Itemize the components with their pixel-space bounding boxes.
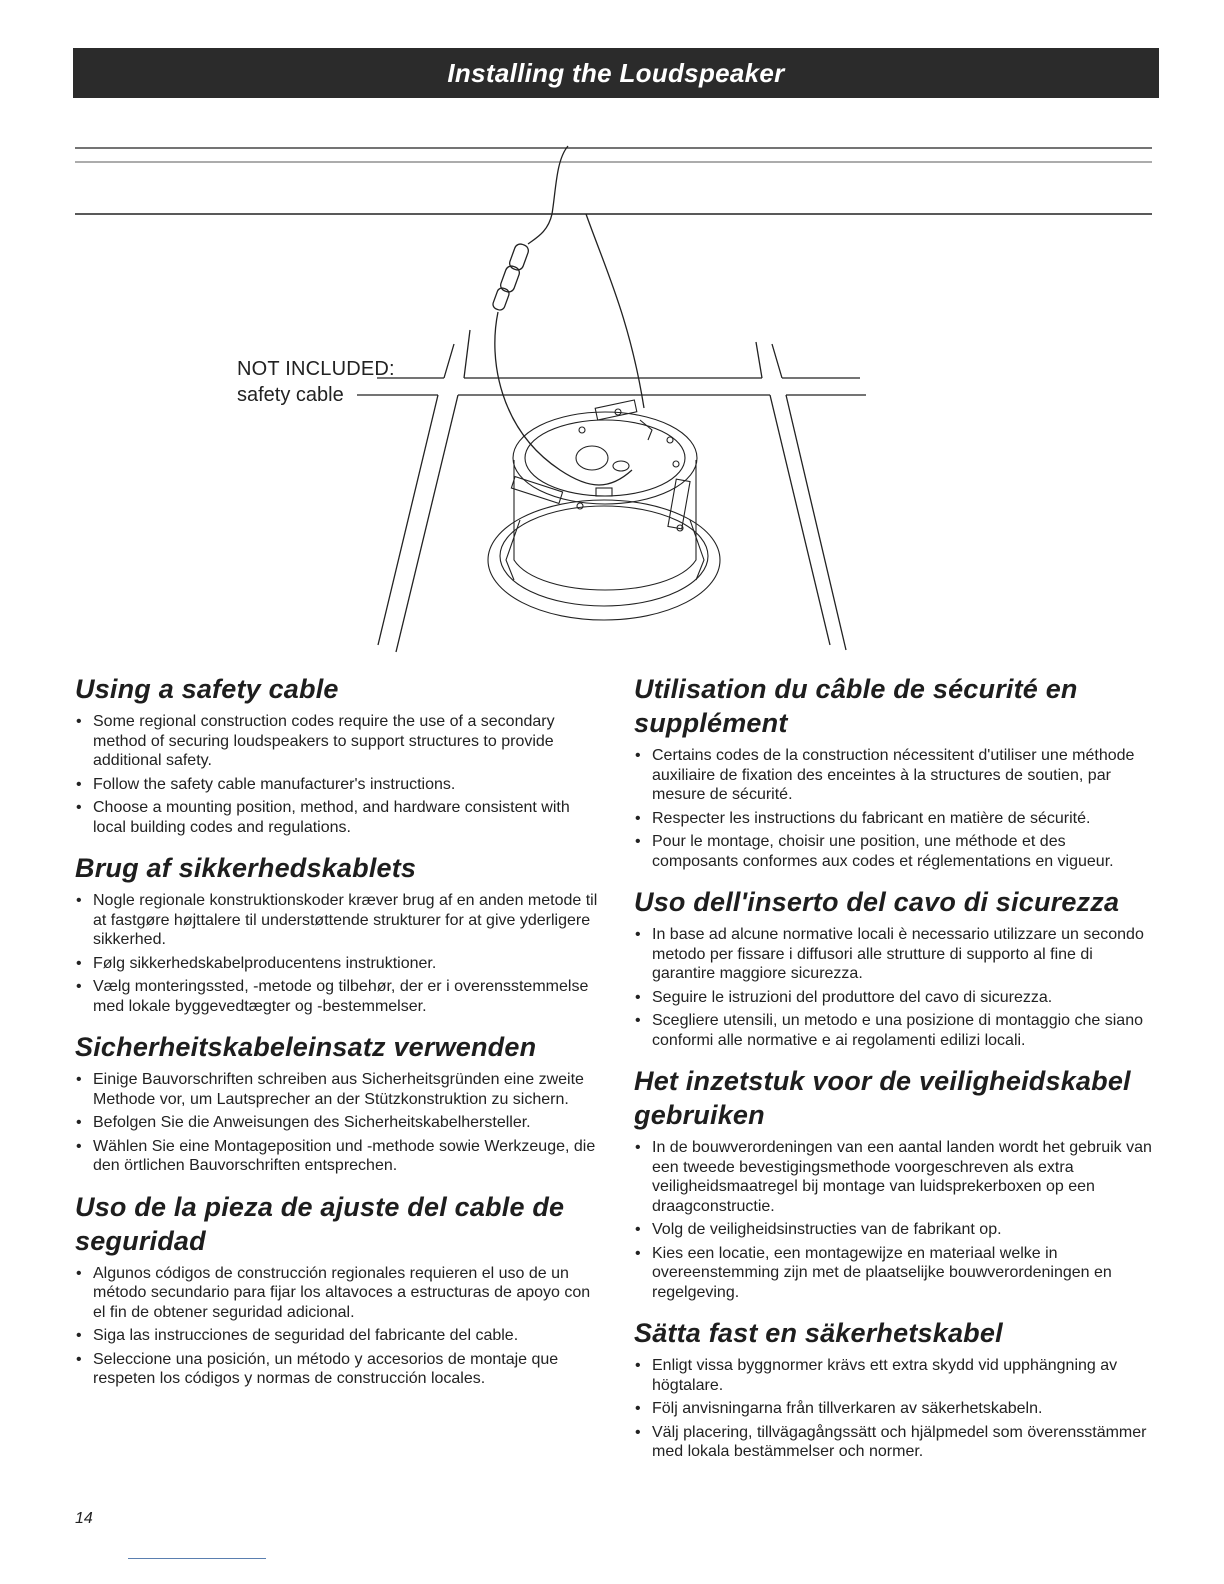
bullet-item: • Wählen Sie eine Montageposition und -methode sowie Werkzeuge, die den örtlichen Bauvorschriften entsprechen. xyxy=(75,1137,605,1176)
speaker-ceiling-diagram xyxy=(0,100,1224,660)
tbar-left-vertical-b xyxy=(396,395,458,652)
installation-illustration xyxy=(0,100,1224,660)
bullet-list xyxy=(634,1138,1154,1302)
bullet-item: • Follow the safety cable manufacturer's instructions. xyxy=(75,775,605,795)
section-heading: Uso dell'inserto del cavo di sicurezza xyxy=(634,887,1120,917)
bullet-item: • Scegliere utensili, un metodo e una posizione di montaggio che siano conformi alle normative e ai regolamenti edilizi locali. xyxy=(634,1011,1154,1050)
section-dutch xyxy=(634,1064,1154,1302)
section-danish xyxy=(75,851,605,1016)
bullet-item: • Befolgen Sie die Anweisungen des Sicherheitskabelhersteller. xyxy=(75,1113,605,1133)
bullet-list xyxy=(634,925,1154,1050)
bullet-item: • Kies een locatie, een montagewijze en materiaal welke in overeenstemming zijn met de plaatselijke bouwverordeningen en regelgeving. xyxy=(634,1244,1154,1303)
mounting-bracket-left xyxy=(511,477,562,504)
bullet-item: • Seleccione una posición, un método y accesorios de montaje que respeten los códigos y normas de construcción locales. xyxy=(75,1350,605,1389)
safety-cable-right xyxy=(586,214,644,408)
bullet-item: • Vælg monteringssted, -metode og tilbehør, der er i overensstemmelse med lokale byggevedtægter og -bestemmelser. xyxy=(75,977,605,1016)
safety-cable-lower xyxy=(495,312,632,485)
callout-safety-cable: safety cable xyxy=(237,384,344,406)
bullet-item: • Pour le montage, choisir une position, une méthode et des composants conformes aux codes et réglementations en vigueur. xyxy=(634,832,1154,871)
bullet-item: • Respecter les instructions du fabricant en matière de sécurité. xyxy=(634,809,1154,829)
bullet-item: • Följ anvisningarna från tillverkaren av säkerhetskabeln. xyxy=(634,1399,1154,1419)
section-heading: Het inzetstuk voor de veiligheidskabel gebruiken xyxy=(634,1066,1131,1130)
section-heading: Brug af sikkerhedskablets xyxy=(75,853,417,883)
section-heading: Sicherheitskabeleinsatz verwenden xyxy=(75,1032,537,1062)
callout-not-included: NOT INCLUDED: xyxy=(237,358,395,380)
bullet-list xyxy=(75,1264,605,1389)
bullet-item: • Volg de veiligheidsinstructies van de fabrikant op. xyxy=(634,1220,1154,1240)
section-italian xyxy=(634,885,1154,1050)
page-number: 14 xyxy=(75,1510,93,1527)
bullet-item: • Seguire le istruzioni del produttore del cavo di sicurezza. xyxy=(634,988,1154,1008)
bullet-item: • In de bouwverordeningen van een aantal landen wordt het gebruik van een tweede bevestigingsmethode voorgeschreven als extra veiligheidsmaatregel bij montage van luidsprekerboxen op een draagconstructie. xyxy=(634,1138,1154,1216)
bullet-item: • Some regional construction codes require the use of a secondary method of securing loudspeakers to support structures to provide additional safety. xyxy=(75,712,605,771)
bullet-item: • Enligt vissa byggnormer krävs ett extra skydd vid upphängning av högtalare. xyxy=(634,1356,1154,1395)
tbar-right-vertical-b xyxy=(786,395,846,650)
bullet-list xyxy=(75,712,605,837)
speaker-can-top xyxy=(513,412,697,504)
section-english xyxy=(75,672,605,837)
section-spanish xyxy=(75,1190,605,1389)
bullet-item: • Välj placering, tillvägagångssätt och hjälpmedel som överensstämmer med lokala bestämmelser och normer. xyxy=(634,1423,1154,1462)
bullet-item: • Nogle regionale konstruktionskoder kræver brug af en anden metode til at fastgøre højttalere til understøttende strukturer for at give yderligere sikkerhed. xyxy=(75,891,605,950)
speaker-trim-ring xyxy=(488,500,720,620)
tbar-right-vertical-a xyxy=(770,395,830,645)
page-title: Installing the Loudspeaker xyxy=(447,58,785,88)
tbar-left-vertical-a xyxy=(378,395,438,645)
bullet-item: • Siga las instrucciones de seguridad del fabricante del cable. xyxy=(75,1326,605,1346)
turnbuckle-icon xyxy=(492,242,530,311)
section-swedish xyxy=(634,1316,1154,1462)
section-german xyxy=(75,1030,605,1176)
cable-attach-point xyxy=(596,488,612,496)
bullet-item: • Algunos códigos de construcción regionales requieren el uso de un método secundario para fijar los altavoces a estructuras de apoyo con el fin de obtener seguridad adicional. xyxy=(75,1264,605,1323)
right-column xyxy=(634,672,1154,1476)
section-french xyxy=(634,672,1154,871)
bullet-item: • Følg sikkerhedskabelproducentens instruktioner. xyxy=(75,954,605,974)
footer-divider xyxy=(128,1558,266,1559)
speaker-port xyxy=(576,446,608,470)
section-heading: Utilisation du câble de sécurité en supplément xyxy=(634,674,1078,738)
safety-cable-upper xyxy=(528,146,568,244)
bullet-item: • Einige Bauvorschriften schreiben aus Sicherheitsgründen eine zweite Methode vor, um Lautsprecher an der Stützkonstruktion zu sichern. xyxy=(75,1070,605,1109)
bullet-item: • In base ad alcune normative locali è necessario utilizzare un secondo metodo per fissare i diffusori alle strutture di supporto al fine di garantire maggiore sicurezza. xyxy=(634,925,1154,984)
speaker-enclosure xyxy=(488,400,720,620)
section-heading: Uso de la pieza de ajuste del cable de seguridad xyxy=(75,1191,565,1256)
bullet-item: • Choose a mounting position, method, and hardware consistent with local building codes and regulations. xyxy=(75,798,605,837)
bullet-list xyxy=(75,1070,605,1176)
bullet-item: • Certains codes de la construction nécessitent d'utiliser une méthode auxiliaire de fixation des enceintes à la structures de soutien, par mesure de sécurité. xyxy=(634,746,1154,805)
left-column xyxy=(75,672,605,1403)
bullet-list xyxy=(75,891,605,1016)
bullet-list xyxy=(634,746,1154,871)
bullet-list xyxy=(634,1356,1154,1462)
page-title-banner xyxy=(73,48,1159,98)
section-heading: Using a safety cable xyxy=(75,674,339,704)
figure-callout xyxy=(237,356,395,408)
section-heading: Sätta fast en säkerhetskabel xyxy=(634,1318,1003,1348)
